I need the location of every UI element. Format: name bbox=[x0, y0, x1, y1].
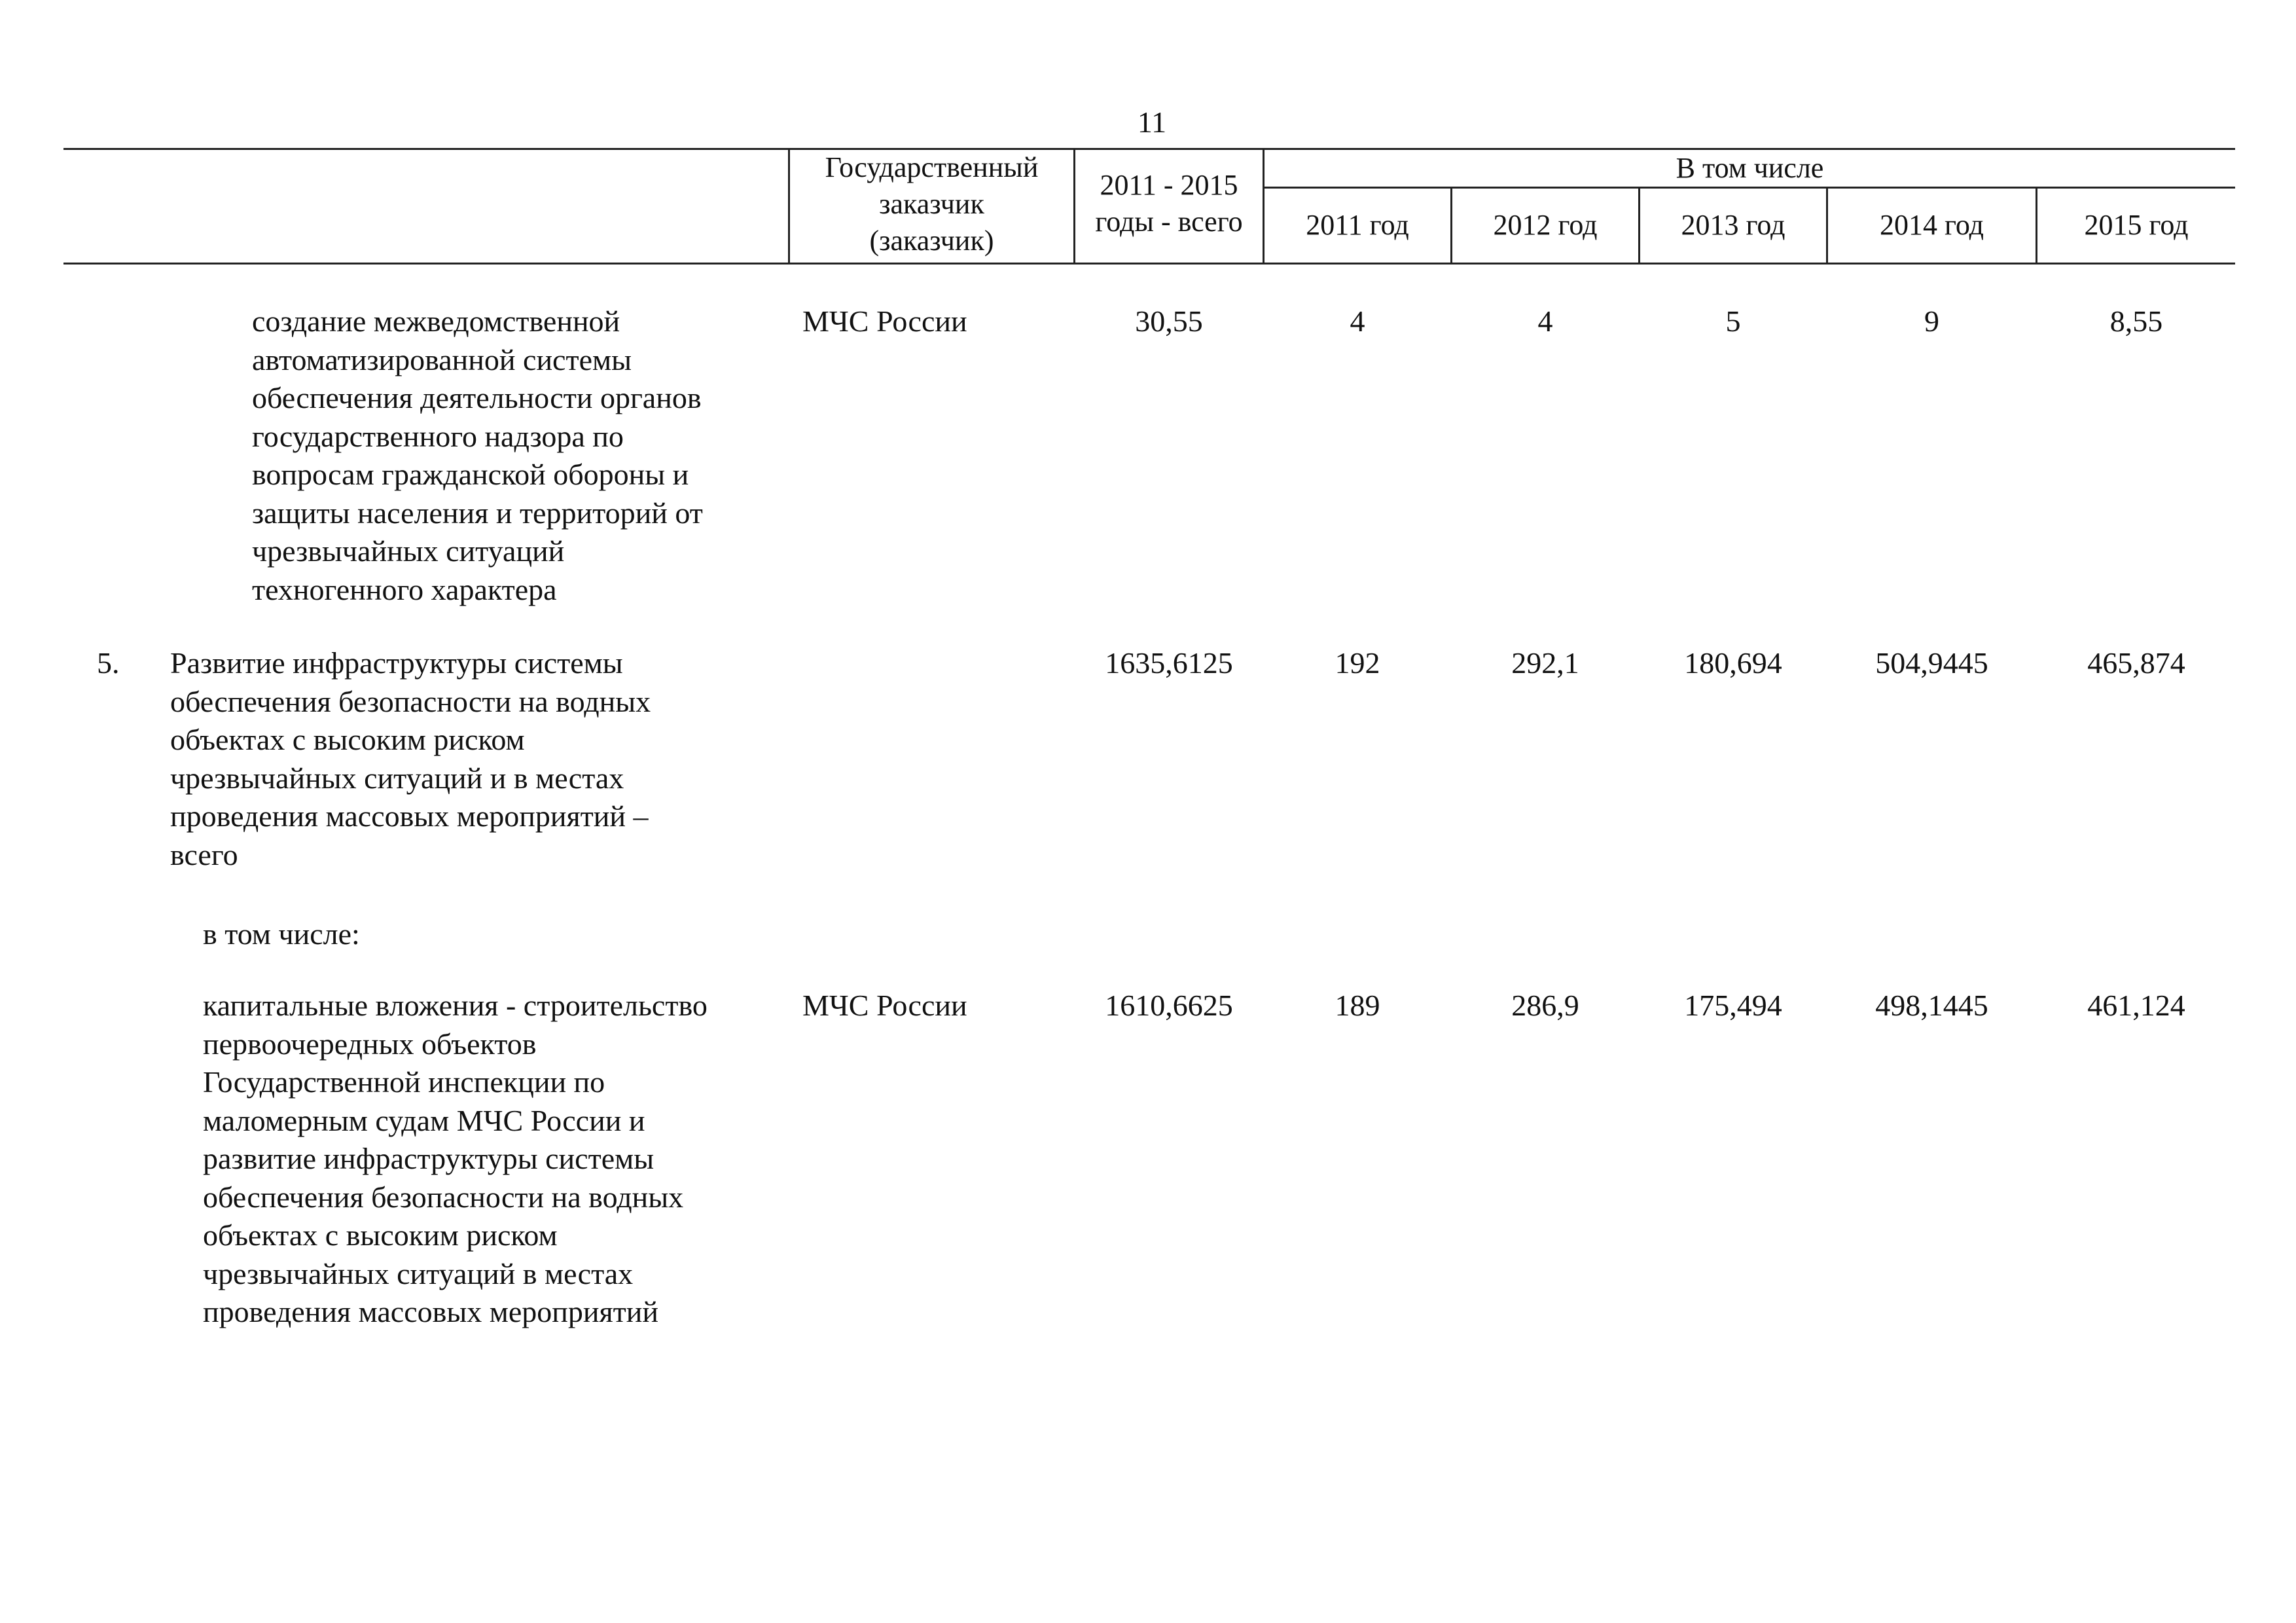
header-year-rule bbox=[1263, 187, 2235, 189]
row-4-total: 1610,6625 bbox=[1105, 989, 1233, 1022]
row-2-2014: 504,9445 bbox=[1875, 646, 1988, 680]
row-4-2015: 461,124 bbox=[2087, 989, 2185, 1022]
header-year-2013: 2013 год bbox=[1681, 209, 1785, 241]
row-1-customer: МЧС России bbox=[802, 304, 967, 338]
row-2-2012: 292,1 bbox=[1511, 646, 1579, 680]
row-4-description: капитальные вложения - строительство первоочередных объектов Государственной инспекции по маломерным судам МЧС России и развитие инфраструктуры системы обеспечения безопасности на водных объектах с высоким риском чрезвычайных ситуаций в местах проведения массовых мероприятий bbox=[203, 989, 708, 1328]
row-1-description: создание межведомственной автоматизированной системы обеспечения деятельности органов государственного надзора по вопросам гражданской обороны и защиты населения и территорий от чрезвычайных ситуаций техногенного характера bbox=[252, 304, 703, 606]
row-4-customer: МЧС России bbox=[802, 989, 967, 1022]
header-year-2014: 2014 год bbox=[1879, 209, 1984, 241]
row-1-2013: 5 bbox=[1725, 304, 1741, 338]
row-2-2013: 180,694 bbox=[1684, 646, 1782, 680]
header-bottom-rule bbox=[63, 263, 2235, 264]
header-including: В том числе bbox=[1676, 152, 1824, 184]
row-1-total: 30,55 bbox=[1135, 304, 1203, 338]
row-4-2011: 189 bbox=[1335, 989, 1380, 1022]
row-4-2012: 286,9 bbox=[1511, 989, 1579, 1022]
header-year-2011: 2011 год bbox=[1306, 209, 1409, 241]
header-year-2015: 2015 год bbox=[2084, 209, 2189, 241]
row-2-2015: 465,874 bbox=[2087, 646, 2185, 680]
row-1-2011: 4 bbox=[1350, 304, 1365, 338]
page-number: 11 bbox=[1137, 105, 1167, 139]
row-1-2014: 9 bbox=[1924, 304, 1939, 338]
row-1-2015: 8,55 bbox=[2109, 304, 2163, 338]
header-customer: Государственный заказчик (заказчик) bbox=[825, 151, 1039, 257]
row-4-2013: 175,494 bbox=[1684, 989, 1782, 1022]
row-2-2011: 192 bbox=[1335, 646, 1380, 680]
row-2-description: Развитие инфраструктуры системы обеспечения безопасности на водных объектах с высоким риском чрезвычайных ситуаций и в местах проведения массовых мероприятий – всего bbox=[170, 646, 651, 871]
row-1-2012: 4 bbox=[1537, 304, 1553, 338]
header-year-2012: 2012 год bbox=[1493, 209, 1598, 241]
row-4-2014: 498,1445 bbox=[1875, 989, 1988, 1022]
row-2-total: 1635,6125 bbox=[1105, 646, 1233, 680]
row-2-number: 5. bbox=[97, 646, 120, 680]
header-total: 2011 - 2015 годы - всего bbox=[1095, 169, 1243, 238]
row-3-description: в том числе: bbox=[203, 917, 360, 951]
